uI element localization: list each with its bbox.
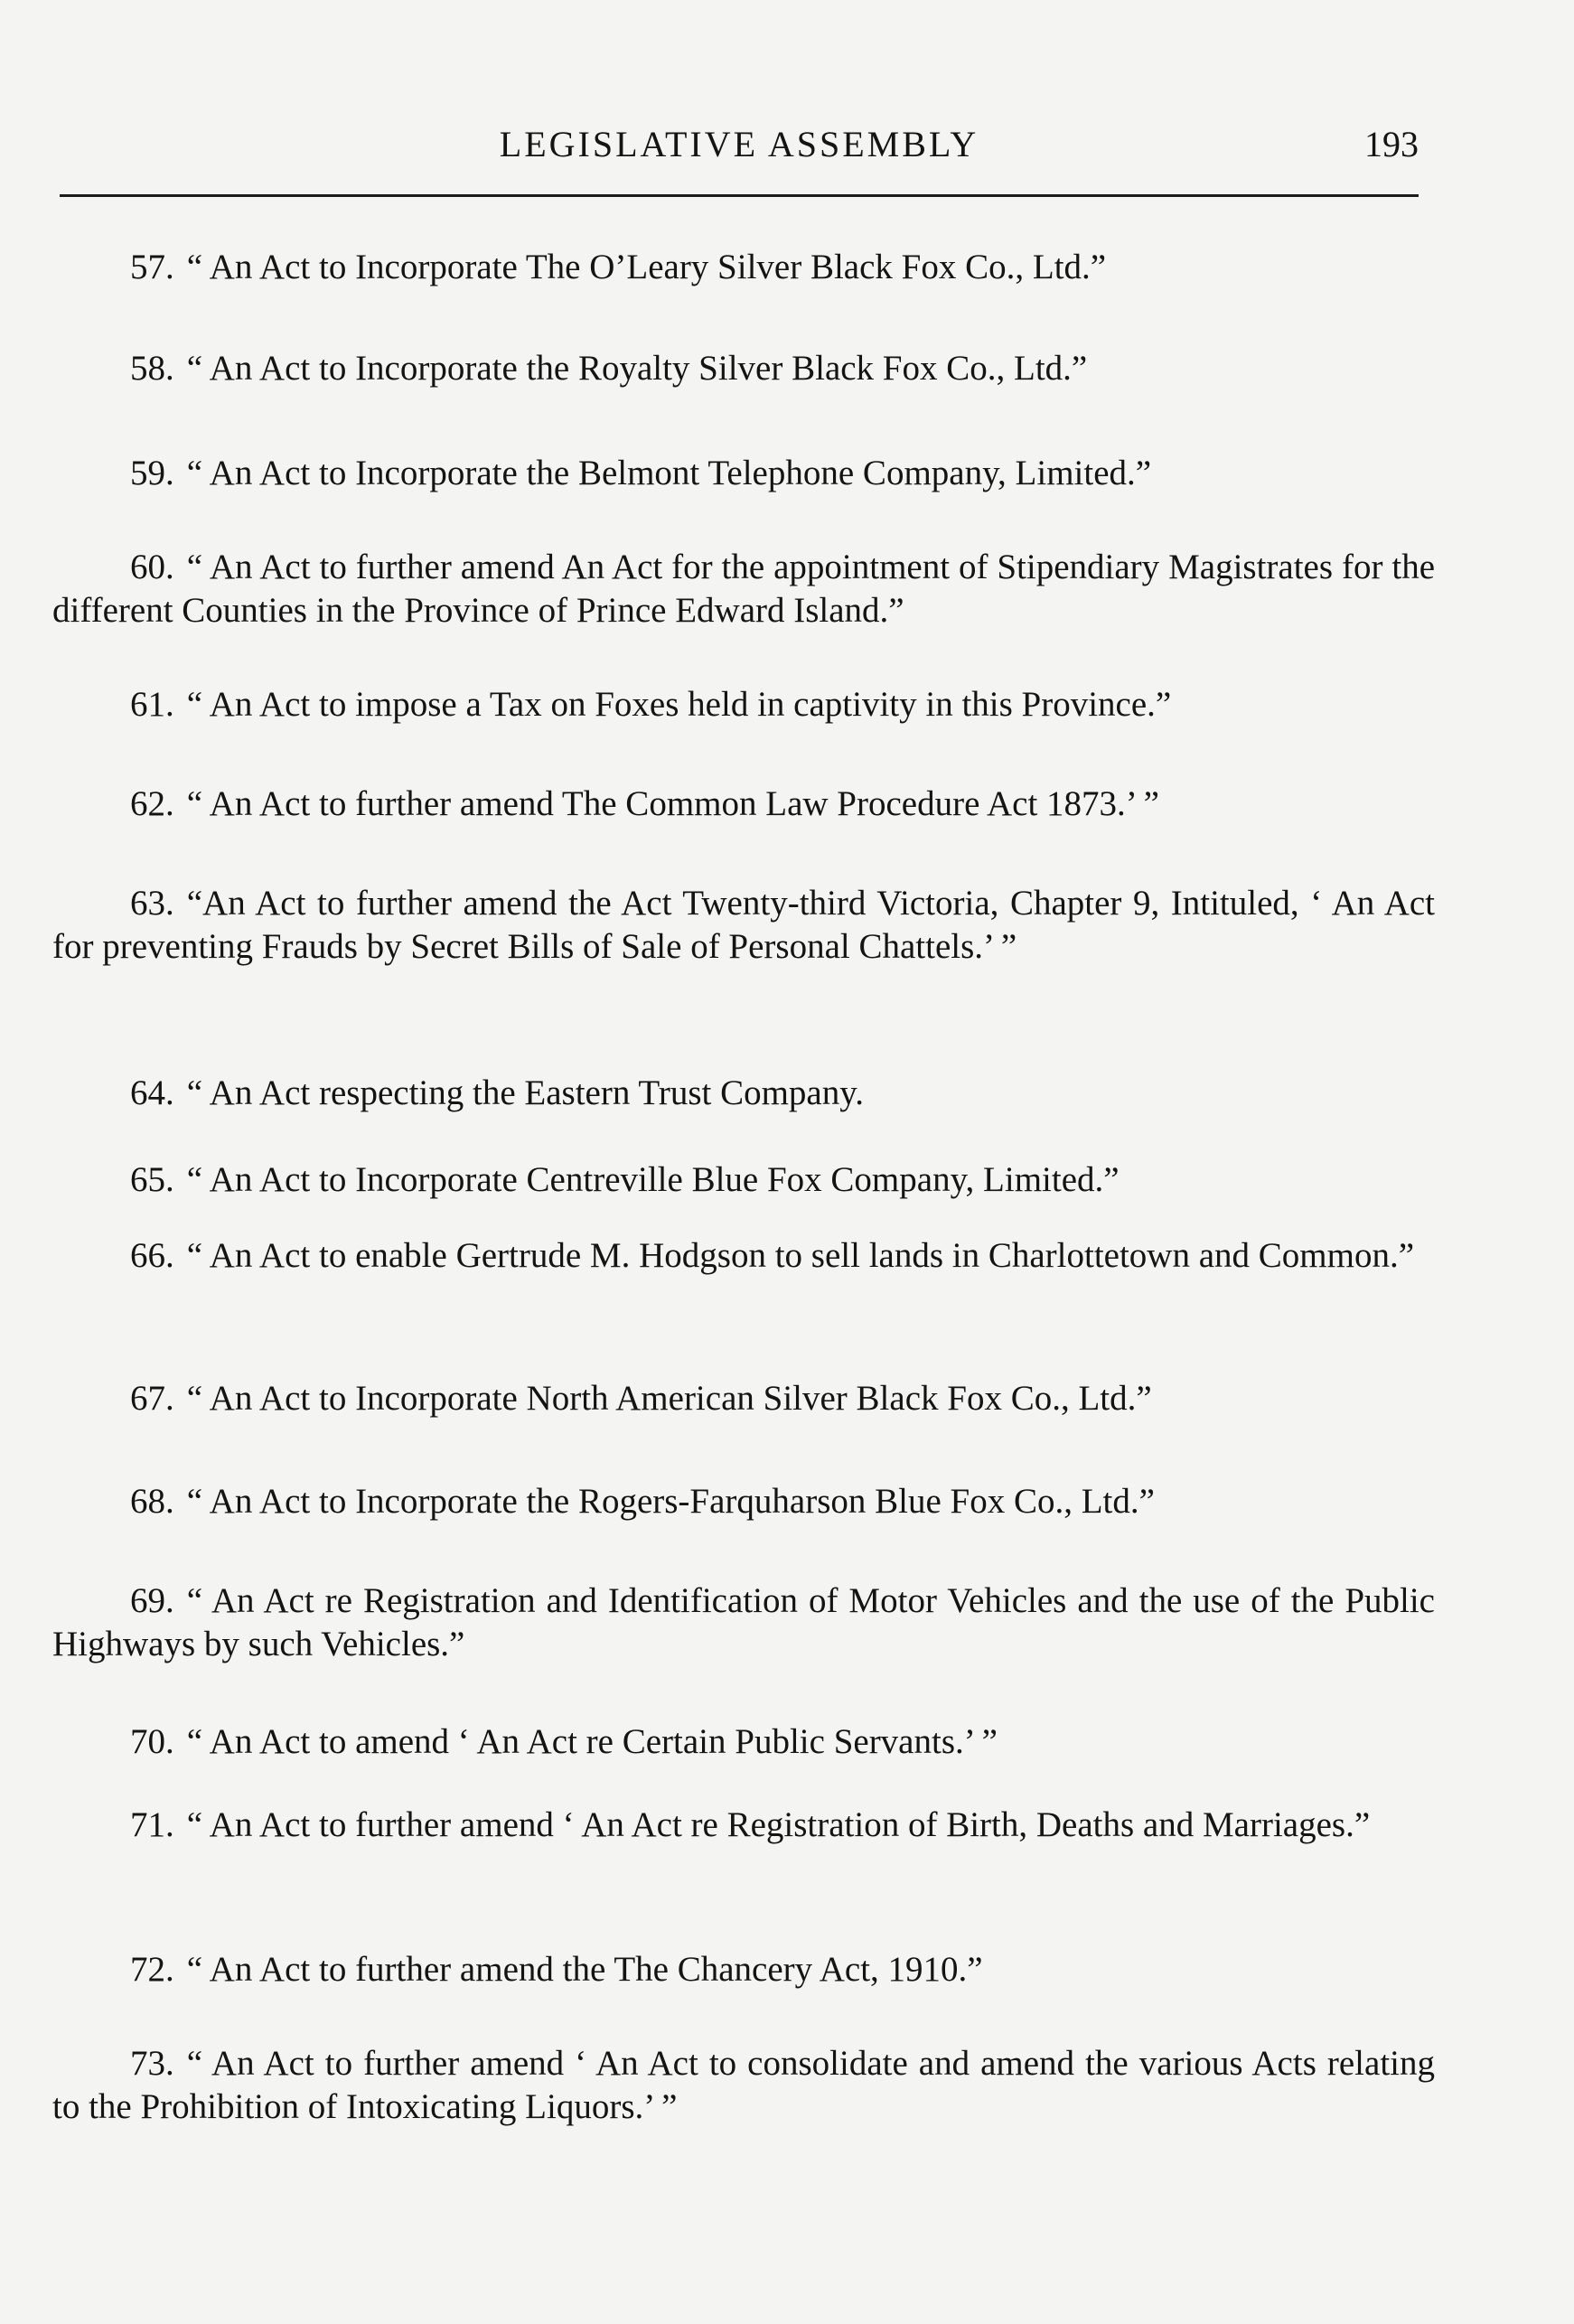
- act-entry: [52, 246, 1449, 289]
- act-title: “ An Act to impose a Tax on Foxes held in captivity in this Province.”: [186, 685, 1172, 724]
- act-entry: [52, 347, 1449, 390]
- act-title: “ An Act to Incorporate Centreville Blue Fox Company, Limited.”: [186, 1160, 1120, 1199]
- act-title: “ An Act to further amend the The Chancery Act, 1910.”: [186, 1950, 983, 1989]
- act-entry: [52, 1158, 1449, 1202]
- act-entry: [52, 683, 1449, 726]
- act-entry: [52, 1377, 1449, 1420]
- act-entry: [52, 1072, 1449, 1115]
- act-title: “ An Act to further amend ‘ An Act re Registration of Birth, Deaths and Marriages.”: [186, 1805, 1371, 1844]
- act-number: 57.: [130, 248, 174, 286]
- act-title: “ An Act to further amend ‘ An Act to consolidate and amend the various Acts relating to the Prohibition of Intoxicating Liquors.’ ”: [52, 2044, 1435, 2126]
- act-number: 68.: [130, 1482, 174, 1521]
- act-title: “ An Act re Registration and Identification of Motor Vehicles and the use of the Public Highways by such Vehicles.”: [52, 1581, 1435, 1663]
- page-number: 193: [1364, 124, 1419, 164]
- act-number: 73.: [130, 2044, 174, 2083]
- act-entry: [52, 1234, 1435, 1278]
- act-title: “ An Act to further amend An Act for the appointment of Stipendiary Magistrates for the different Counties in the Province of Prince Edward Island.”: [52, 548, 1435, 630]
- act-title: “An Act to further amend the Act Twenty-third Victoria, Chapter 9, Intituled, ‘ An Act for preventing Frauds by Secret Bills of Sale of Personal Chattels.’ ”: [52, 884, 1435, 966]
- act-entry: [52, 2042, 1435, 2129]
- act-number: 59.: [130, 454, 174, 492]
- act-number: 60.: [130, 548, 174, 586]
- act-number: 70.: [130, 1722, 174, 1761]
- act-title: “ An Act to Incorporate The O’Leary Silver Black Fox Co., Ltd.”: [186, 248, 1107, 286]
- act-number: 62.: [130, 784, 174, 823]
- act-entry: [52, 882, 1435, 969]
- act-title: “ An Act to Incorporate the Rogers-Farquharson Blue Fox Co., Ltd.”: [186, 1482, 1155, 1521]
- act-number: 63.: [130, 884, 174, 923]
- act-entry: [52, 1948, 1449, 1991]
- act-entry: [52, 1804, 1435, 1847]
- act-title: “ An Act respecting the Eastern Trust Company.: [186, 1073, 864, 1112]
- act-title: “ An Act to Incorporate North American Silver Black Fox Co., Ltd.”: [186, 1379, 1152, 1418]
- act-entry: [52, 452, 1449, 495]
- act-number: 67.: [130, 1379, 174, 1418]
- act-number: 58.: [130, 349, 174, 388]
- act-number: 65.: [130, 1160, 174, 1199]
- act-title: “ An Act to Incorporate the Belmont Telephone Company, Limited.”: [186, 454, 1152, 492]
- act-title: “ An Act to Incorporate the Royalty Silver Black Fox Co., Ltd.”: [186, 349, 1088, 388]
- act-number: 72.: [130, 1950, 174, 1989]
- act-number: 71.: [130, 1805, 174, 1844]
- act-entry: [52, 1720, 1449, 1764]
- act-title: “ An Act to amend ‘ An Act re Certain Public Servants.’ ”: [186, 1722, 998, 1761]
- act-number: 66.: [130, 1236, 174, 1275]
- act-entry: [52, 782, 1449, 826]
- act-title: “ An Act to further amend The Common Law Procedure Act 1873.’ ”: [186, 784, 1159, 823]
- act-title: “ An Act to enable Gertrude M. Hodgson to sell lands in Charlottetown and Common.”: [186, 1236, 1415, 1275]
- act-number: 69.: [130, 1581, 174, 1620]
- running-head: LEGISLATIVE ASSEMBLY: [499, 124, 979, 164]
- act-number: 61.: [130, 685, 174, 724]
- act-entry: [52, 1480, 1449, 1523]
- act-entry: [52, 1579, 1435, 1666]
- act-number: 64.: [130, 1073, 174, 1112]
- act-entry: [52, 546, 1435, 633]
